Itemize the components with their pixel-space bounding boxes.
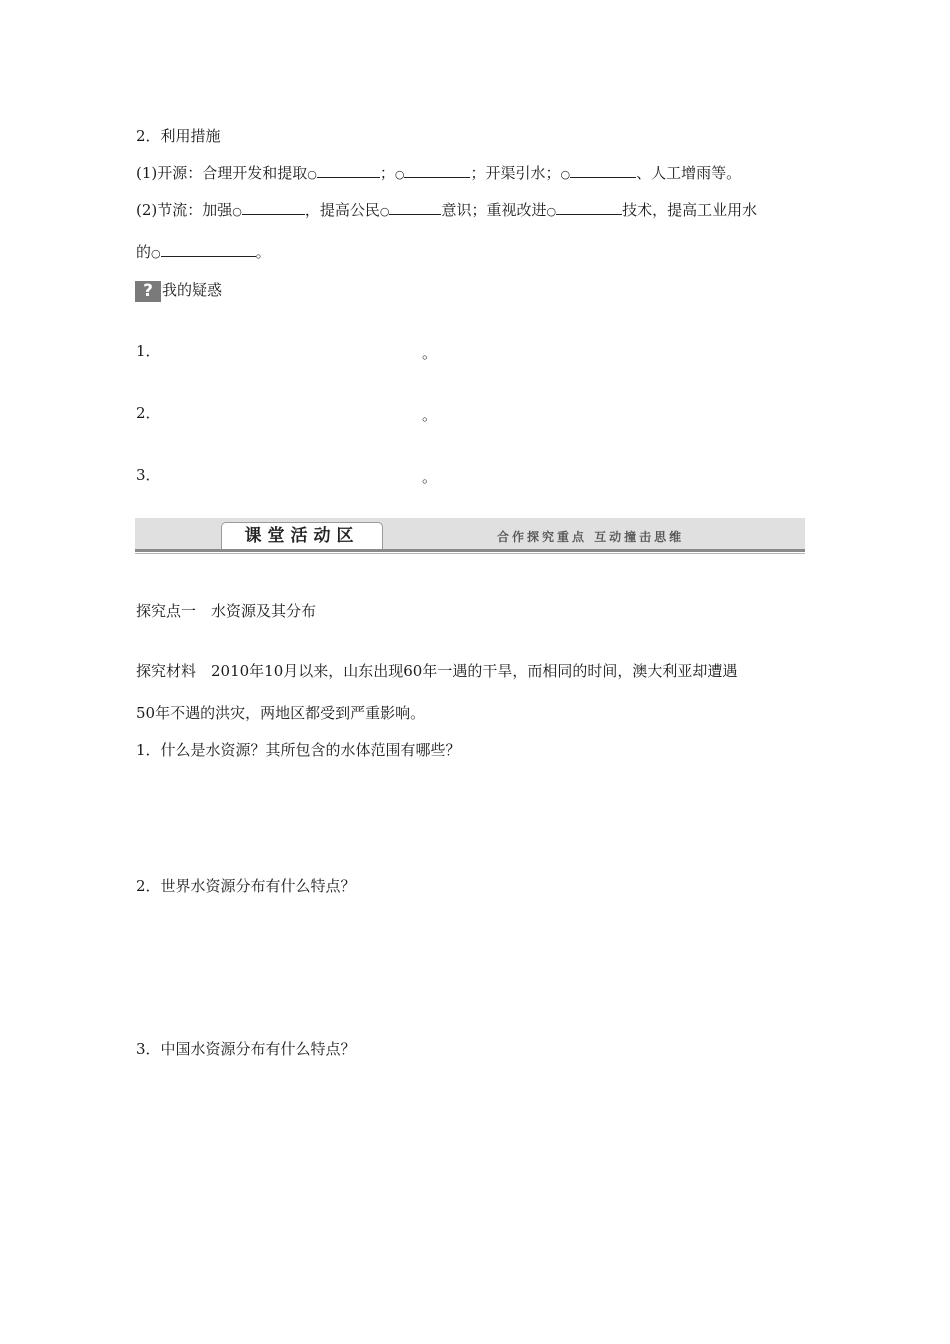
explore-material-line1: 探究材料 2010年10月以来，山东出现60年一遇的干旱，而相同的时间，澳大利亚却遭遇 [136,662,738,680]
doubt-number: 1． [136,342,161,360]
open-source-line [136,163,741,185]
doubts-title: 我的疑惑 [162,281,223,299]
doubt-end-mark: 。 [422,406,438,424]
blank-field[interactable] [242,200,305,215]
save-line [136,200,757,222]
explore-question: 3．中国水资源分布有什么特点？ [136,1040,356,1058]
circle-marker-icon: ○ [307,168,317,181]
save-line2-prefix: 的 [136,243,152,261]
banner-rule-thin [135,553,805,554]
question-mark-icon: ? [135,281,161,302]
doubt-end-mark: 。 [422,468,438,486]
usage-heading: 2．利用措施 [136,127,221,145]
circle-marker-icon: ○ [151,247,161,260]
doubt-item[interactable] [136,341,161,361]
blank-field[interactable] [317,163,380,178]
blank-field[interactable] [161,242,256,257]
doubt-number: 2． [136,404,161,422]
explore-question: 1．什么是水资源？其所包含的水体范围有哪些？ [136,741,461,759]
doubt-number: 3． [136,466,161,484]
explore-question: 2．世界水资源分布有什么特点？ [136,877,356,895]
circle-marker-icon: ○ [546,205,557,218]
separator-text: ； [379,164,395,182]
circle-marker-icon: ○ [560,168,571,181]
blank-field[interactable] [556,200,622,215]
explore-material-line2: 50年不遇的洪灾，两地区都受到严重影响。 [136,704,426,722]
banner-slogan: 合作探究重点 互动撞击思维 [497,530,685,544]
tail-text: 、人工增雨等。 [636,164,742,182]
save-mid-text: 技术，提高工业用水 [622,201,758,219]
doubt-item[interactable] [136,403,161,423]
doubt-end-mark: 。 [422,344,438,362]
save-label: (2)节流：加强 [136,201,233,219]
save-mid-text: ，提高公民 [304,201,380,219]
section-banner [135,518,805,556]
banner-tab-title: 课堂活动区 [221,522,383,549]
save-line2-end: 。 [255,243,271,261]
circle-marker-icon: ○ [379,205,390,218]
doubt-item[interactable] [136,465,161,485]
blank-field[interactable] [570,163,636,178]
explore-point-title: 探究点一 水资源及其分布 [136,602,317,620]
save-line-2 [136,242,271,264]
save-mid-text: 意识；重视改进 [441,201,547,219]
open-source-label: (1)开源：合理开发和提取 [136,164,308,182]
banner-rule [135,549,805,552]
blank-field[interactable] [404,163,470,178]
circle-marker-icon: ○ [232,205,242,218]
separator-text: ；开渠引水； [470,164,561,182]
doubts-heading [135,280,222,302]
blank-field[interactable] [389,200,441,215]
circle-marker-icon: ○ [394,168,405,181]
